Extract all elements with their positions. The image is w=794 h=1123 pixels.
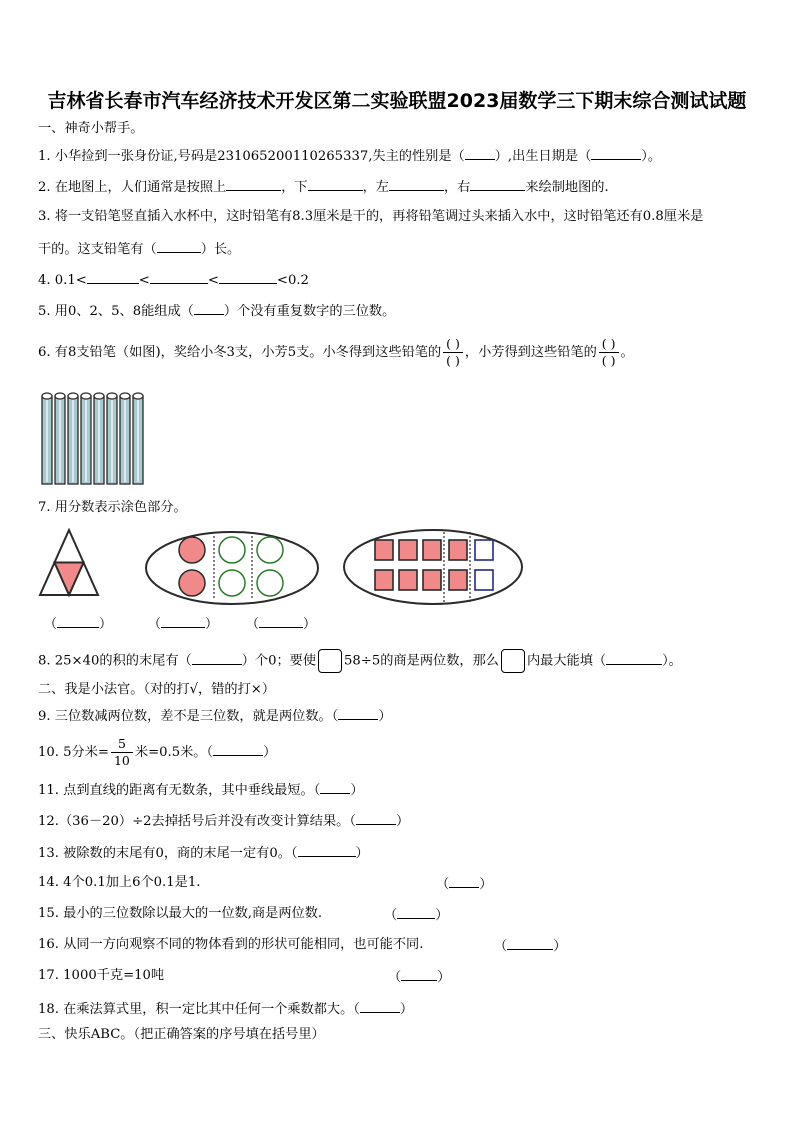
fraction-blank[interactable]: $\frac{( )}{( )}$ [443, 336, 463, 369]
circles-figure [144, 530, 320, 606]
shaded-square [375, 570, 393, 590]
pencil [55, 393, 65, 484]
answer-blank[interactable] [308, 177, 363, 191]
section-3-heading: 三、快乐ABC。（把正确答案的序号填在括号里） [38, 1027, 325, 1042]
page-title: 吉林省长春市汽车经济技术开发区第二实验联盟2023届数学三下期末综合测试试题 [47, 90, 747, 112]
shaded-square [449, 570, 467, 590]
answer-15: （ ） [384, 905, 448, 925]
pencil [107, 393, 117, 484]
squares-figure [342, 528, 524, 606]
answer-blank[interactable] [87, 270, 139, 284]
shaded-square [449, 540, 467, 560]
circle [219, 537, 245, 563]
question-15: 15. 最小的三位数除以最大的一位数,商是两位数. [38, 906, 323, 921]
triangle-figure [38, 528, 100, 598]
answer-blank[interactable] [507, 936, 553, 950]
circle [257, 570, 283, 596]
caption-triangle: （ ） [44, 613, 112, 632]
question-16: 16. 从同一方向观察不同的物体看到的形状可能相同，也可能不同. [38, 937, 424, 952]
answer-blank[interactable] [219, 270, 277, 284]
pencil [94, 393, 104, 484]
shaded-square [375, 540, 393, 560]
question-6: 6. 有8支铅笔（如图)，奖给小冬3支，小芳5支。小冬得到这些铅笔的 $\frac{( )}{( )}$ ，小芳得到这些铅笔的 $\frac{( )}{( )}$ 。 [38, 336, 634, 368]
question-10: 10. 5分米= $\frac{5}{10}$ 米=0.5米。（ ） [38, 736, 277, 768]
shaded-circle [179, 537, 205, 563]
answer-blank[interactable] [192, 651, 242, 665]
answer-blank[interactable] [320, 780, 350, 794]
square [475, 540, 493, 560]
question-13: 13. 被除数的末尾有0，商的末尾一定有0。（ ） [38, 843, 369, 863]
answer-blank[interactable] [465, 146, 495, 160]
question-18: 18. 在乘法算式里，积一定比其中任何一个乘数都大。（ ） [38, 999, 413, 1019]
digit-box[interactable] [501, 649, 525, 673]
answer-16: （ ） [494, 936, 566, 956]
question-4: 4. 0.1< < < <0.2 [38, 270, 309, 290]
question-11: 11. 点到直线的距离有无数条，其中垂线最短。（ ） [38, 780, 364, 800]
fraction-5-10: $\frac{5}{10}$ [111, 736, 133, 769]
answer-blank[interactable] [360, 999, 400, 1013]
pencil [133, 393, 143, 484]
question-2: 2. 在地图上，人们通常是按照上 ，下 ，左 ，右 来绘制地图的. [38, 177, 609, 197]
answer-blank[interactable] [161, 614, 205, 628]
fraction-blank[interactable]: $\frac{( )}{( )}$ [599, 336, 619, 369]
digit-box[interactable] [318, 649, 342, 673]
answer-17: （ ） [388, 967, 450, 987]
answer-blank[interactable] [213, 742, 263, 756]
shaded-square [399, 570, 417, 590]
answer-blank[interactable] [298, 843, 356, 857]
answer-blank[interactable] [470, 177, 525, 191]
answer-blank[interactable] [157, 239, 201, 253]
answer-blank[interactable] [194, 301, 224, 315]
circle [219, 570, 245, 596]
pencils-figure [38, 390, 150, 488]
answer-blank[interactable] [401, 967, 437, 981]
answer-blank[interactable] [591, 146, 641, 160]
answer-14: （ ） [436, 874, 492, 894]
question-3-line-1: 3. 将一支铅笔竖直插入水杯中，这时铅笔有8.3厘米是干的，再将铅笔调过头来插入水中，这时铅笔还有0.8厘米是 [38, 209, 704, 224]
answer-blank[interactable] [57, 614, 99, 628]
pencil [68, 393, 78, 484]
circle [257, 537, 283, 563]
question-8: 8. 25×40的积的末尾有（ ）个0；要使 58÷5的商是两位数，那么 内最大能填（ ）。 [38, 649, 682, 673]
answer-blank[interactable] [389, 177, 444, 191]
question-17: 17. 1000千克=10吨 [38, 968, 165, 983]
question-12: 12.（36－20）÷2去掉括号后并没有改变计算结果。（ ） [38, 811, 409, 831]
answer-blank[interactable] [356, 811, 396, 825]
question-14: 14. 4个0.1加上6个0.1是1. [38, 875, 201, 890]
caption-squares: （ ） [246, 613, 316, 632]
answer-blank[interactable] [150, 270, 208, 284]
question-3-line-2: 干的。这支铅笔有（ ）长。 [38, 239, 240, 259]
pencil [120, 393, 130, 484]
shaded-square [423, 570, 441, 590]
shaded-square [399, 540, 417, 560]
answer-blank[interactable] [449, 874, 479, 888]
question-5: 5. 用0、2、5、8能组成（ ）个没有重复数字的三位数。 [38, 301, 395, 321]
pencil [42, 393, 52, 484]
answer-blank[interactable] [338, 706, 378, 720]
pencil [81, 393, 91, 484]
answer-blank[interactable] [259, 614, 303, 628]
question-9: 9. 三位数减两位数，差不是三位数，就是两位数。（ ） [38, 706, 392, 726]
question-7: 7. 用分数表示涂色部分。 [38, 500, 187, 515]
shaded-square [423, 540, 441, 560]
square [475, 570, 493, 590]
caption-circles: （ ） [148, 613, 218, 632]
answer-blank[interactable] [397, 905, 435, 919]
answer-blank[interactable] [606, 651, 662, 665]
question-1: 1. 小华捡到一张身份证,号码是231065200110265337,失主的性别是（ ）,出生日期是（ ）。 [38, 146, 661, 166]
shaded-circle [179, 570, 205, 596]
section-1-heading: 一、神奇小帮手。 [38, 121, 144, 136]
answer-blank[interactable] [226, 177, 281, 191]
section-2-heading: 二、我是小法官。（对的打√，错的打×） [38, 682, 276, 697]
